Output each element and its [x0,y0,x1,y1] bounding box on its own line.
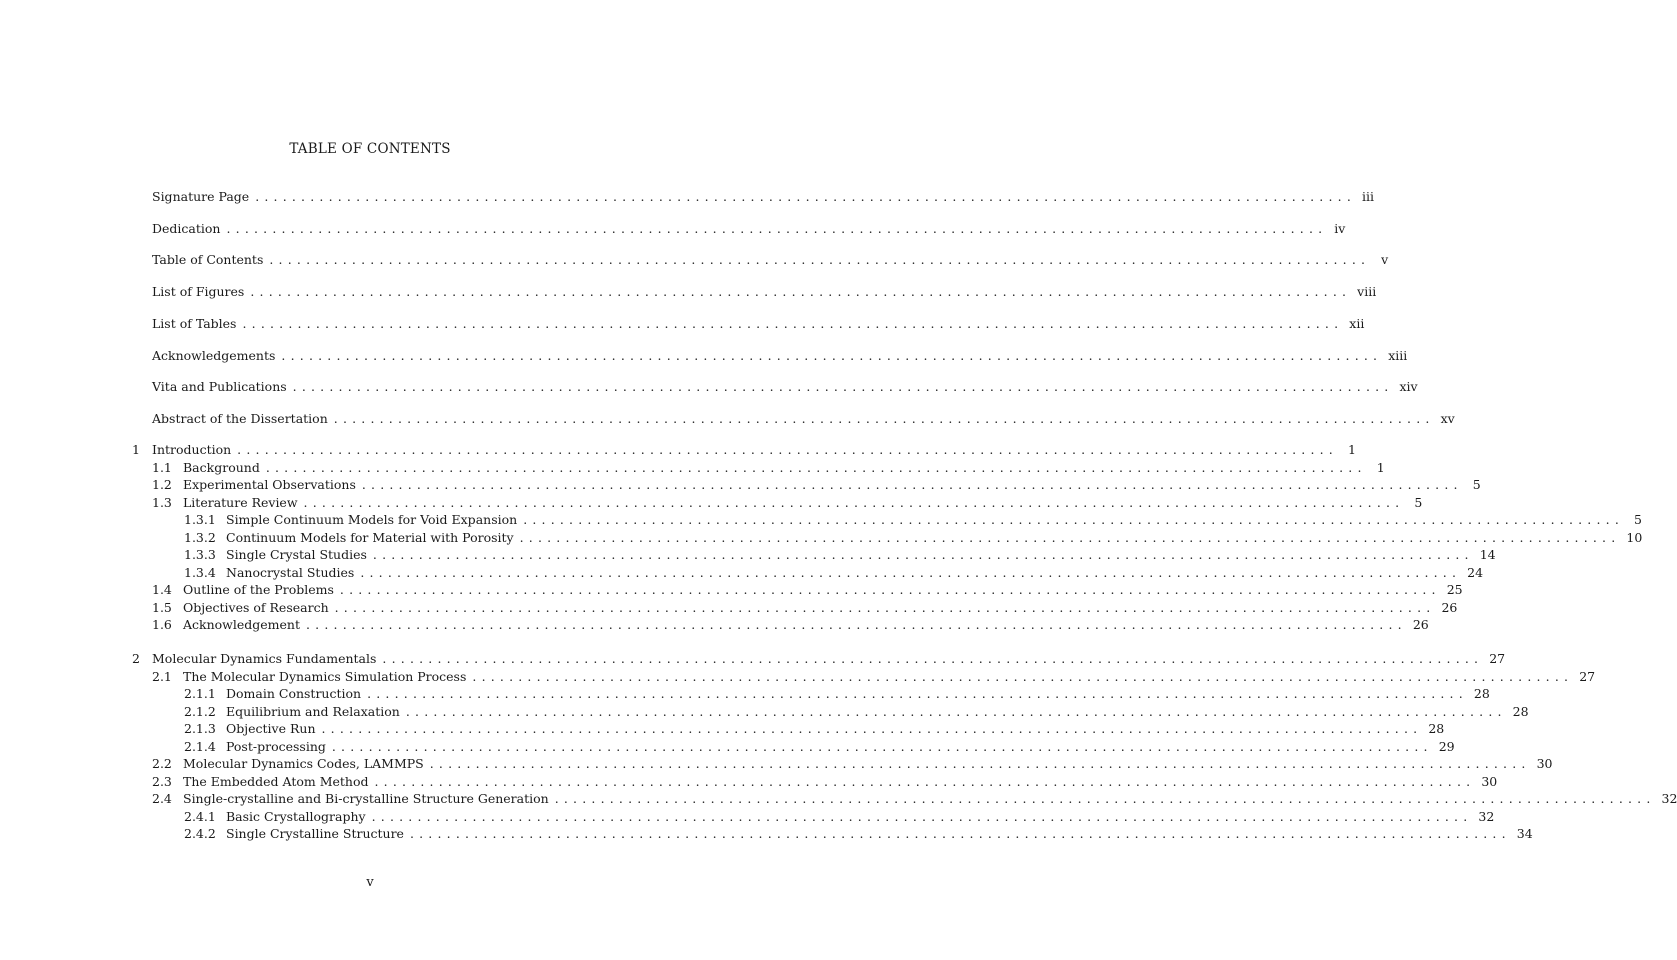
toc-label: Molecular Dynamics Fundamentals [152,651,377,666]
toc-leader-dots: ........................................................................................................................ [237,442,1338,457]
toc-page-number: xii [1349,315,1365,331]
toc-number: 1.4 [152,582,172,597]
toc-page-number: 32 [1661,791,1677,806]
toc-label: Outline of the Problems [183,582,334,597]
toc-page-number: iv [1334,220,1346,236]
toc-label: Single Crystal Studies [226,547,367,562]
toc-number: 2.1 [152,668,172,684]
toc-front-matter-entry[interactable] [132,410,1455,427]
toc-leader-dots: ........................................................................................................................ [382,651,1484,666]
toc-label: Molecular Dynamics Codes, LAMMPS [183,756,424,771]
page-title: TABLE OF CONTENTS [289,141,451,157]
toc-label: Abstract of the Dissertation [152,410,328,426]
toc-page-number: xv [1440,410,1455,426]
toc-label: Equilibrium and Relaxation [226,703,400,719]
toc-label: Domain Construction [226,686,362,701]
toc-leader-dots: ........................................................................................................................ [554,791,1656,806]
toc-chapter-entry[interactable] [132,442,1356,458]
toc-number: 2.4.2 [184,826,216,841]
toc-leader-dots: ........................................................................................................................ [306,617,1407,632]
toc-subsection-entry[interactable] [132,564,1484,581]
toc-leader-dots: ........................................................................................................................ [281,347,1383,363]
toc-leader-dots: ........................................................................................................................ [303,494,1405,510]
toc-label: Background [183,459,260,475]
toc-page-number: 30 [1481,773,1498,789]
toc-page-number: 5 [1472,477,1481,492]
toc-number: 2.1.4 [184,738,216,754]
toc-number: 1.3.4 [184,564,216,580]
toc-leader-dots: ........................................................................................................................ [519,529,1621,545]
toc-subsection-entry[interactable] [132,808,1495,825]
toc-section-entry[interactable] [132,756,1553,772]
toc-page-number: 26 [1441,599,1458,615]
toc-subsection-entry[interactable] [132,547,1496,563]
toc-page-number: 1 [1348,442,1356,457]
toc-page-number: 27 [1579,668,1596,684]
toc-number: 2.1.1 [184,686,216,701]
toc-label: Signature Page [152,189,250,204]
toc-leader-dots: ........................................................................................................................ [255,189,1356,204]
toc-page-number: 10 [1626,529,1643,545]
toc-page-number: 29 [1438,738,1455,754]
toc-front-matter-entry[interactable] [132,252,1389,268]
toc-page-number: xiv [1399,379,1418,395]
toc-number: 2.4.1 [184,808,216,824]
toc-page-number: 5 [1414,494,1423,510]
toc-subsection-entry[interactable] [132,721,1445,737]
toc-subsection-entry[interactable] [132,529,1643,546]
toc-front-matter-entry[interactable] [132,347,1408,364]
toc-label: Literature Review [183,494,298,510]
toc-front-matter-entry[interactable] [132,189,1374,205]
toc-subsection-entry[interactable] [132,686,1490,702]
toc-page-number: 27 [1489,651,1506,666]
toc-number: 2 [132,651,140,666]
toc-label: Objectives of Research [183,599,329,615]
page-number: v [366,875,374,890]
toc-leader-dots: ........................................................................................................................ [334,599,1436,615]
toc-label: The Embedded Atom Method [183,773,369,789]
toc-number: 1.3.3 [184,547,216,562]
toc-number: 1 [132,442,140,457]
toc-front-matter-entry[interactable] [132,284,1377,300]
toc-front-matter-entry[interactable] [132,220,1346,237]
toc-leader-dots: ........................................................................................................................ [523,512,1624,527]
toc-label: List of Figures [152,284,245,300]
toc-leader-dots: ........................................................................................................................ [321,721,1423,736]
toc-number: 2.4 [152,791,172,806]
toc-page-number: viii [1357,284,1377,300]
toc-section-entry[interactable] [132,599,1458,616]
toc-leader-dots: ........................................................................................................................ [372,547,1474,562]
toc-subsection-entry[interactable] [132,512,1642,528]
toc-number: 2.1.3 [184,721,216,736]
toc-subsection-entry[interactable] [132,738,1455,755]
toc-number: 1.6 [152,617,172,632]
toc-leader-dots: ........................................................................................................................ [226,220,1328,236]
toc-label: Single-crystalline and Bi-crystalline Structure Generation [183,791,549,806]
toc-front-matter-entry[interactable] [132,379,1418,395]
toc-leader-dots: ........................................................................................................................ [429,756,1531,771]
toc-number: 1.3 [152,494,172,510]
toc-leader-dots: ........................................................................................................................ [339,582,1441,597]
toc-label: Post-processing [226,738,326,754]
toc-label: Table of Contents [152,252,264,268]
toc-subsection-entry[interactable] [132,703,1529,720]
toc-section-entry[interactable] [132,582,1463,598]
toc-section-entry[interactable] [132,773,1498,790]
toc-label: Single Crystalline Structure [226,826,404,841]
toc-label: Continuum Models for Material with Porosity [226,529,514,545]
toc-page-number: 28 [1428,721,1445,736]
toc-leader-dots: ........................................................................................................................ [269,252,1371,268]
toc-page-number: 32 [1478,808,1495,824]
toc-section-entry[interactable] [132,617,1429,633]
toc-section-entry[interactable] [132,668,1596,685]
toc-leader-dots: ........................................................................................................................ [409,826,1511,841]
toc-number: 2.2 [152,756,172,771]
toc-page-number: 1 [1376,459,1385,475]
toc-label: Simple Continuum Models for Void Expansion [226,512,518,527]
toc-section-entry[interactable] [132,477,1481,493]
toc-label: Acknowledgements [152,347,276,363]
toc-page-number: 5 [1634,512,1642,527]
toc-page-number: 28 [1473,686,1490,701]
toc-leader-dots: ........................................................................................................................ [292,379,1394,395]
toc-leader-dots: ........................................................................................................................ [242,315,1344,331]
toc-chapter-entry[interactable] [132,651,1506,667]
toc-label: Acknowledgement [183,617,300,632]
toc-label: Nanocrystal Studies [226,564,355,580]
toc-leader-dots: ........................................................................................................................ [371,808,1473,824]
toc-page-number: 24 [1467,564,1484,580]
toc-section-entry[interactable] [132,459,1385,476]
toc-label: The Molecular Dynamics Simulation Process [183,668,467,684]
toc-page-number: 28 [1512,703,1529,719]
toc-page-number: v [1381,252,1389,268]
toc-number: 1.1 [152,459,172,475]
toc-leader-dots: ........................................................................................................................ [360,564,1462,580]
toc-page-number: 30 [1536,756,1553,771]
toc-leader-dots: ........................................................................................................................ [331,738,1433,754]
toc-page-number: xiii [1388,347,1408,363]
toc-leader-dots: ........................................................................................................................ [265,459,1367,475]
toc-section-entry[interactable] [132,494,1423,511]
toc-leader-dots: ........................................................................................................................ [367,686,1468,701]
toc-front-matter-entry[interactable] [132,315,1365,332]
toc-number: 1.3.1 [184,512,216,527]
toc-number: 2.3 [152,773,172,789]
toc-label: Experimental Observations [183,477,356,492]
toc-label: Objective Run [226,721,316,736]
toc-page-number: 25 [1446,582,1463,597]
toc-label: List of Tables [152,315,237,331]
toc-leader-dots: ........................................................................................................................ [472,668,1574,684]
toc-label: Dedication [152,220,221,236]
toc-subsection-entry[interactable] [132,826,1533,842]
toc-number: 1.5 [152,599,172,615]
toc-number: 2.1.2 [184,703,216,719]
toc-label: Basic Crystallography [226,808,366,824]
toc-label: Introduction [152,442,232,457]
toc-number: 1.2 [152,477,172,492]
toc-section-entry[interactable] [132,791,1677,807]
toc-page-number: 26 [1412,617,1429,632]
toc-leader-dots: ........................................................................................................................ [250,284,1352,300]
toc-label: Vita and Publications [152,379,287,395]
toc-leader-dots: ........................................................................................................................ [333,410,1435,426]
toc-leader-dots: ........................................................................................................................ [361,477,1463,492]
toc-leader-dots: ........................................................................................................................ [405,703,1507,719]
toc-page-number: 34 [1516,826,1533,841]
toc-page-number: 14 [1479,547,1496,562]
toc-leader-dots: ........................................................................................................................ [374,773,1476,789]
toc-page-number: iii [1362,189,1374,204]
toc-number: 1.3.2 [184,529,216,545]
